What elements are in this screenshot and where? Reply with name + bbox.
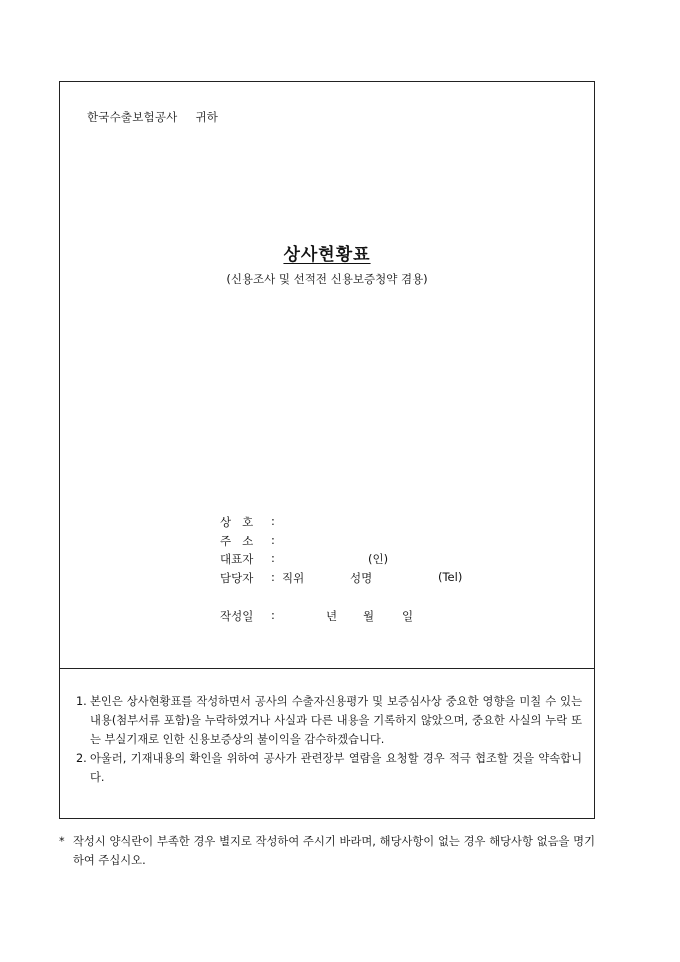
pledge-item-text: 본인은 상사현황표를 작성하면서 공사의 수출자신용평가 및 보증심사상 중요한 영향을 미칠 수 있는 내용(첨부서류 포함)을 누락하였거나 사실과 다른 내용을 기록하지 않았으며, 중요한 사실의 누락 또는 부실기재로 인한 신용보증상의 불이익을 감수하겠습니다.: [90, 695, 582, 746]
pledge-item: [76, 692, 582, 749]
seal-mark: (인): [368, 552, 389, 566]
pledge-item-text: 아울러, 기재내용의 확인을 위하여 공사가 관련장부 열람을 요청할 경우 적극 협조할 것을 약속합니다.: [90, 752, 582, 784]
footnote-marker: *: [59, 835, 65, 848]
field-address-label: 주소: [220, 534, 265, 548]
field-address-colon: :: [271, 533, 275, 547]
pledge-item: [76, 749, 582, 787]
field-contact-colon: :: [271, 570, 275, 584]
date-month-label: 월: [363, 609, 375, 623]
section-divider: [60, 668, 594, 669]
footnote-text: 작성시 양식란이 부족한 경우 별지로 작성하여 주시기 바라며, 해당사항이 없는 경우 해당사항 없음을 명기하여 주십시오.: [73, 835, 595, 867]
pledge-item-number: 2.: [76, 752, 87, 765]
field-date-label: 작성일: [220, 609, 254, 623]
pledge-item-number: 1.: [76, 695, 87, 708]
field-company-label: 상호: [220, 515, 265, 529]
date-day-label: 일: [402, 609, 414, 623]
addressee-org: 한국수출보험공사: [87, 110, 178, 124]
field-date-colon: :: [271, 608, 275, 622]
field-contact-label: 담당자: [220, 571, 254, 585]
form-box: [59, 81, 595, 819]
contact-name-label: 성명: [350, 571, 373, 585]
document-subtitle: (신용조사 및 선적전 신용보증청약 겸용): [226, 272, 428, 286]
date-year-label: 년: [326, 609, 338, 623]
field-representative-colon: :: [271, 551, 275, 565]
addressee: [87, 109, 218, 125]
contact-tel-label: (Tel): [438, 570, 463, 584]
addressee-suffix: 귀하: [195, 110, 219, 124]
contact-position-label: 직위: [282, 571, 305, 585]
footnote: [59, 832, 595, 870]
field-company-colon: :: [271, 514, 275, 528]
pledge-statement: [76, 692, 582, 787]
document-title: 상사현황표: [283, 245, 371, 265]
field-representative-label: 대표자: [220, 552, 254, 566]
